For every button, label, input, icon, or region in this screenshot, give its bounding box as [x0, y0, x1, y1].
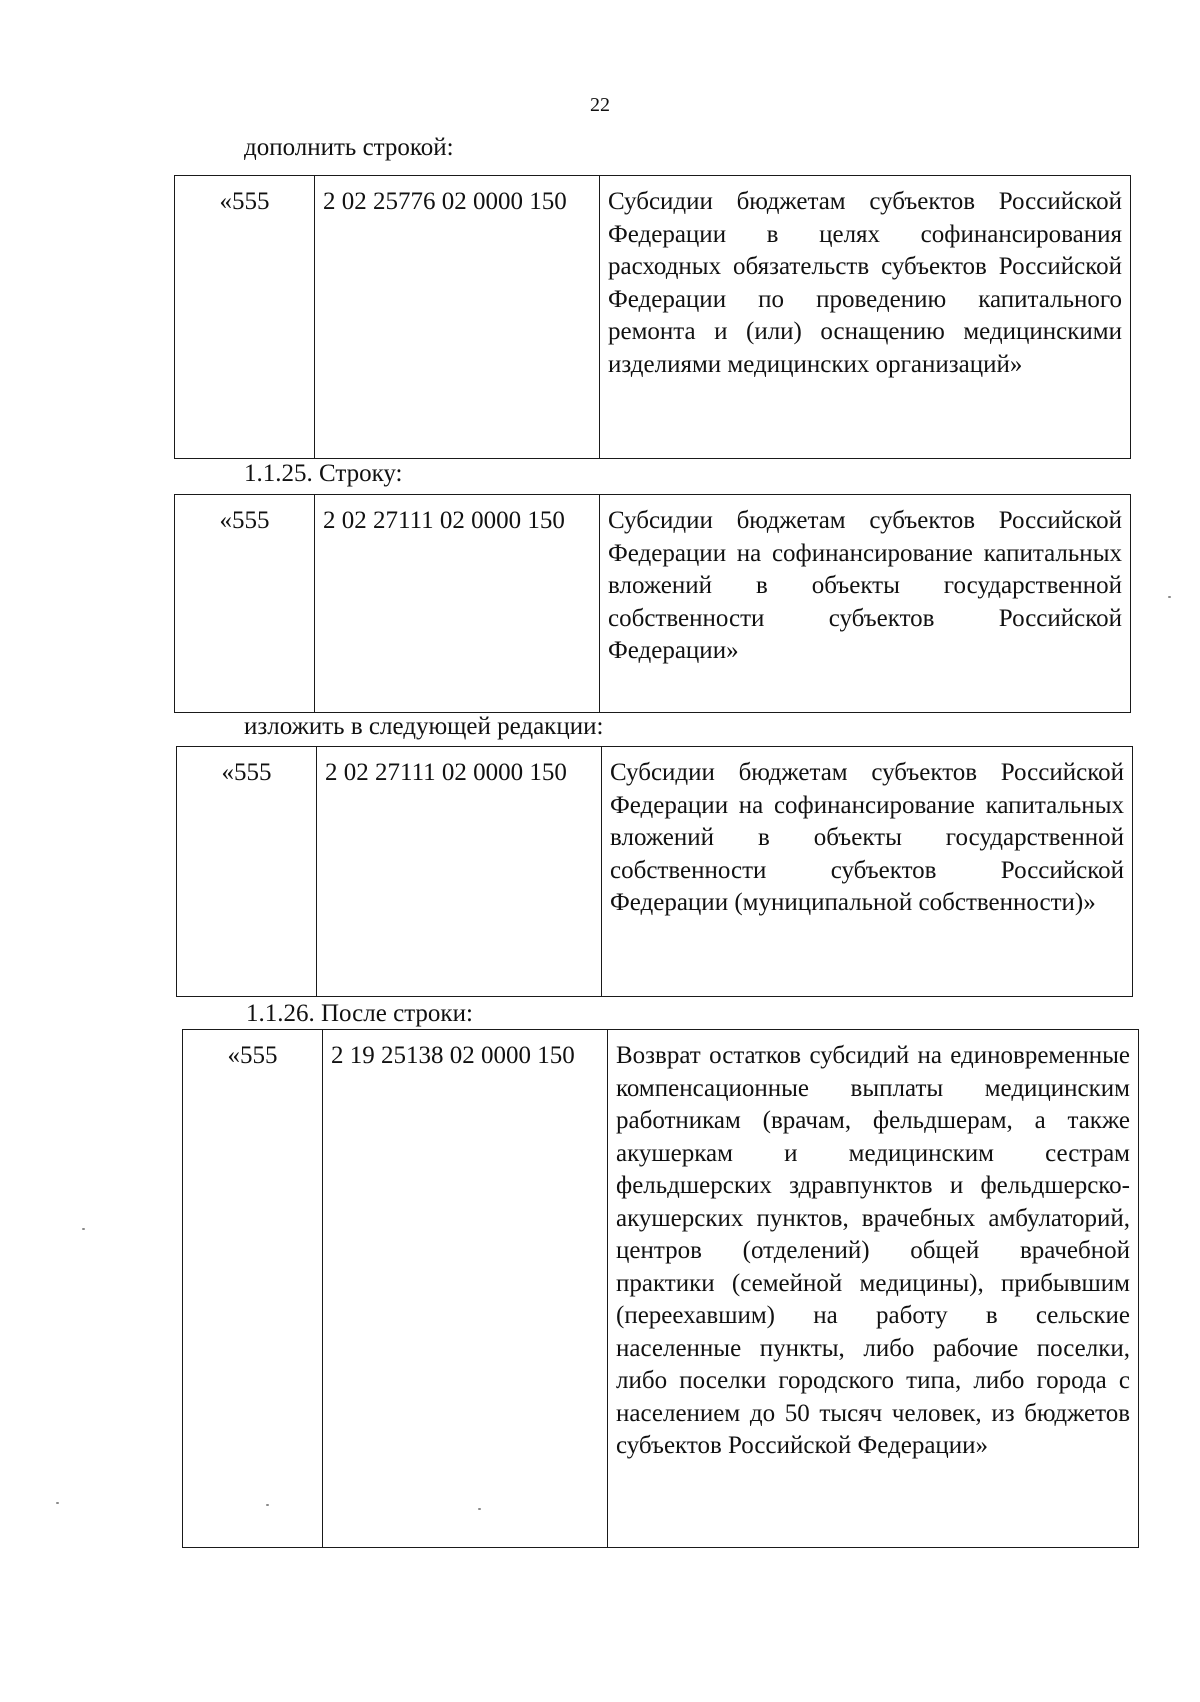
kbk-code-cell: 2 19 25138 02 0000 150 — [323, 1030, 608, 1548]
scan-speck — [56, 1502, 59, 1504]
table-row — [175, 495, 1131, 713]
description-cell: Субсидии бюджетам субъектов Российской Федерации в целях софинансирования расходных обязательств субъектов Российской Федерации по проведению капитального ремонта и (или) оснащению медицинскими изделиями медицинских организаций» — [600, 176, 1131, 459]
scan-speck — [1168, 596, 1171, 598]
block-caption: изложить в следующей редакции: — [244, 713, 604, 740]
kbk-code-cell: 2 02 27111 02 0000 150 — [315, 495, 600, 713]
page-number: 22 — [590, 94, 610, 116]
admin-code-cell: «555 — [177, 747, 317, 997]
scan-speck — [82, 1228, 85, 1230]
kbk-code-cell: 2 02 27111 02 0000 150 — [317, 747, 602, 997]
block-caption: дополнить строкой: — [244, 134, 454, 161]
block-caption: 1.1.26. После строки: — [246, 1000, 473, 1027]
table-row — [175, 176, 1131, 459]
code-table — [176, 746, 1133, 997]
scan-speck — [478, 1508, 481, 1510]
kbk-code-cell: 2 02 25776 02 0000 150 — [315, 176, 600, 459]
code-table — [174, 494, 1131, 713]
admin-code-cell: «555 — [183, 1030, 323, 1548]
admin-code-cell: «555 — [175, 495, 315, 713]
table-row — [183, 1030, 1139, 1548]
block-caption: 1.1.25. Строку: — [244, 460, 403, 487]
admin-code-cell: «555 — [175, 176, 315, 459]
description-cell: Возврат остатков субсидий на единовременные компенсационные выплаты медицинским работникам (врачам, фельдшерам, а также акушеркам и медицинским сестрам фельдшерских здравпунктов и фельдшерско-акушерских пунктов, врачебных амбулаторий, центров (отделений) общей врачебной практики (семейной медицины), прибывшим (переехавшим) на работу в сельские населенные пункты, либо рабочие поселки, либо поселки городского типа, либо города с населением до 50 тысяч человек, из бюджетов субъектов Российской Федерации» — [608, 1030, 1139, 1548]
description-cell: Субсидии бюджетам субъектов Российской Федерации на софинансирование капитальных вложений в объекты государственной собственности субъектов Российской Федерации (муниципальной собственности)» — [602, 747, 1133, 997]
scan-speck — [266, 1504, 269, 1506]
code-table — [182, 1029, 1139, 1548]
code-table — [174, 175, 1131, 459]
description-cell: Субсидии бюджетам субъектов Российской Федерации на софинансирование капитальных вложений в объекты государственной собственности субъектов Российской Федерации» — [600, 495, 1131, 713]
table-row — [177, 747, 1133, 997]
